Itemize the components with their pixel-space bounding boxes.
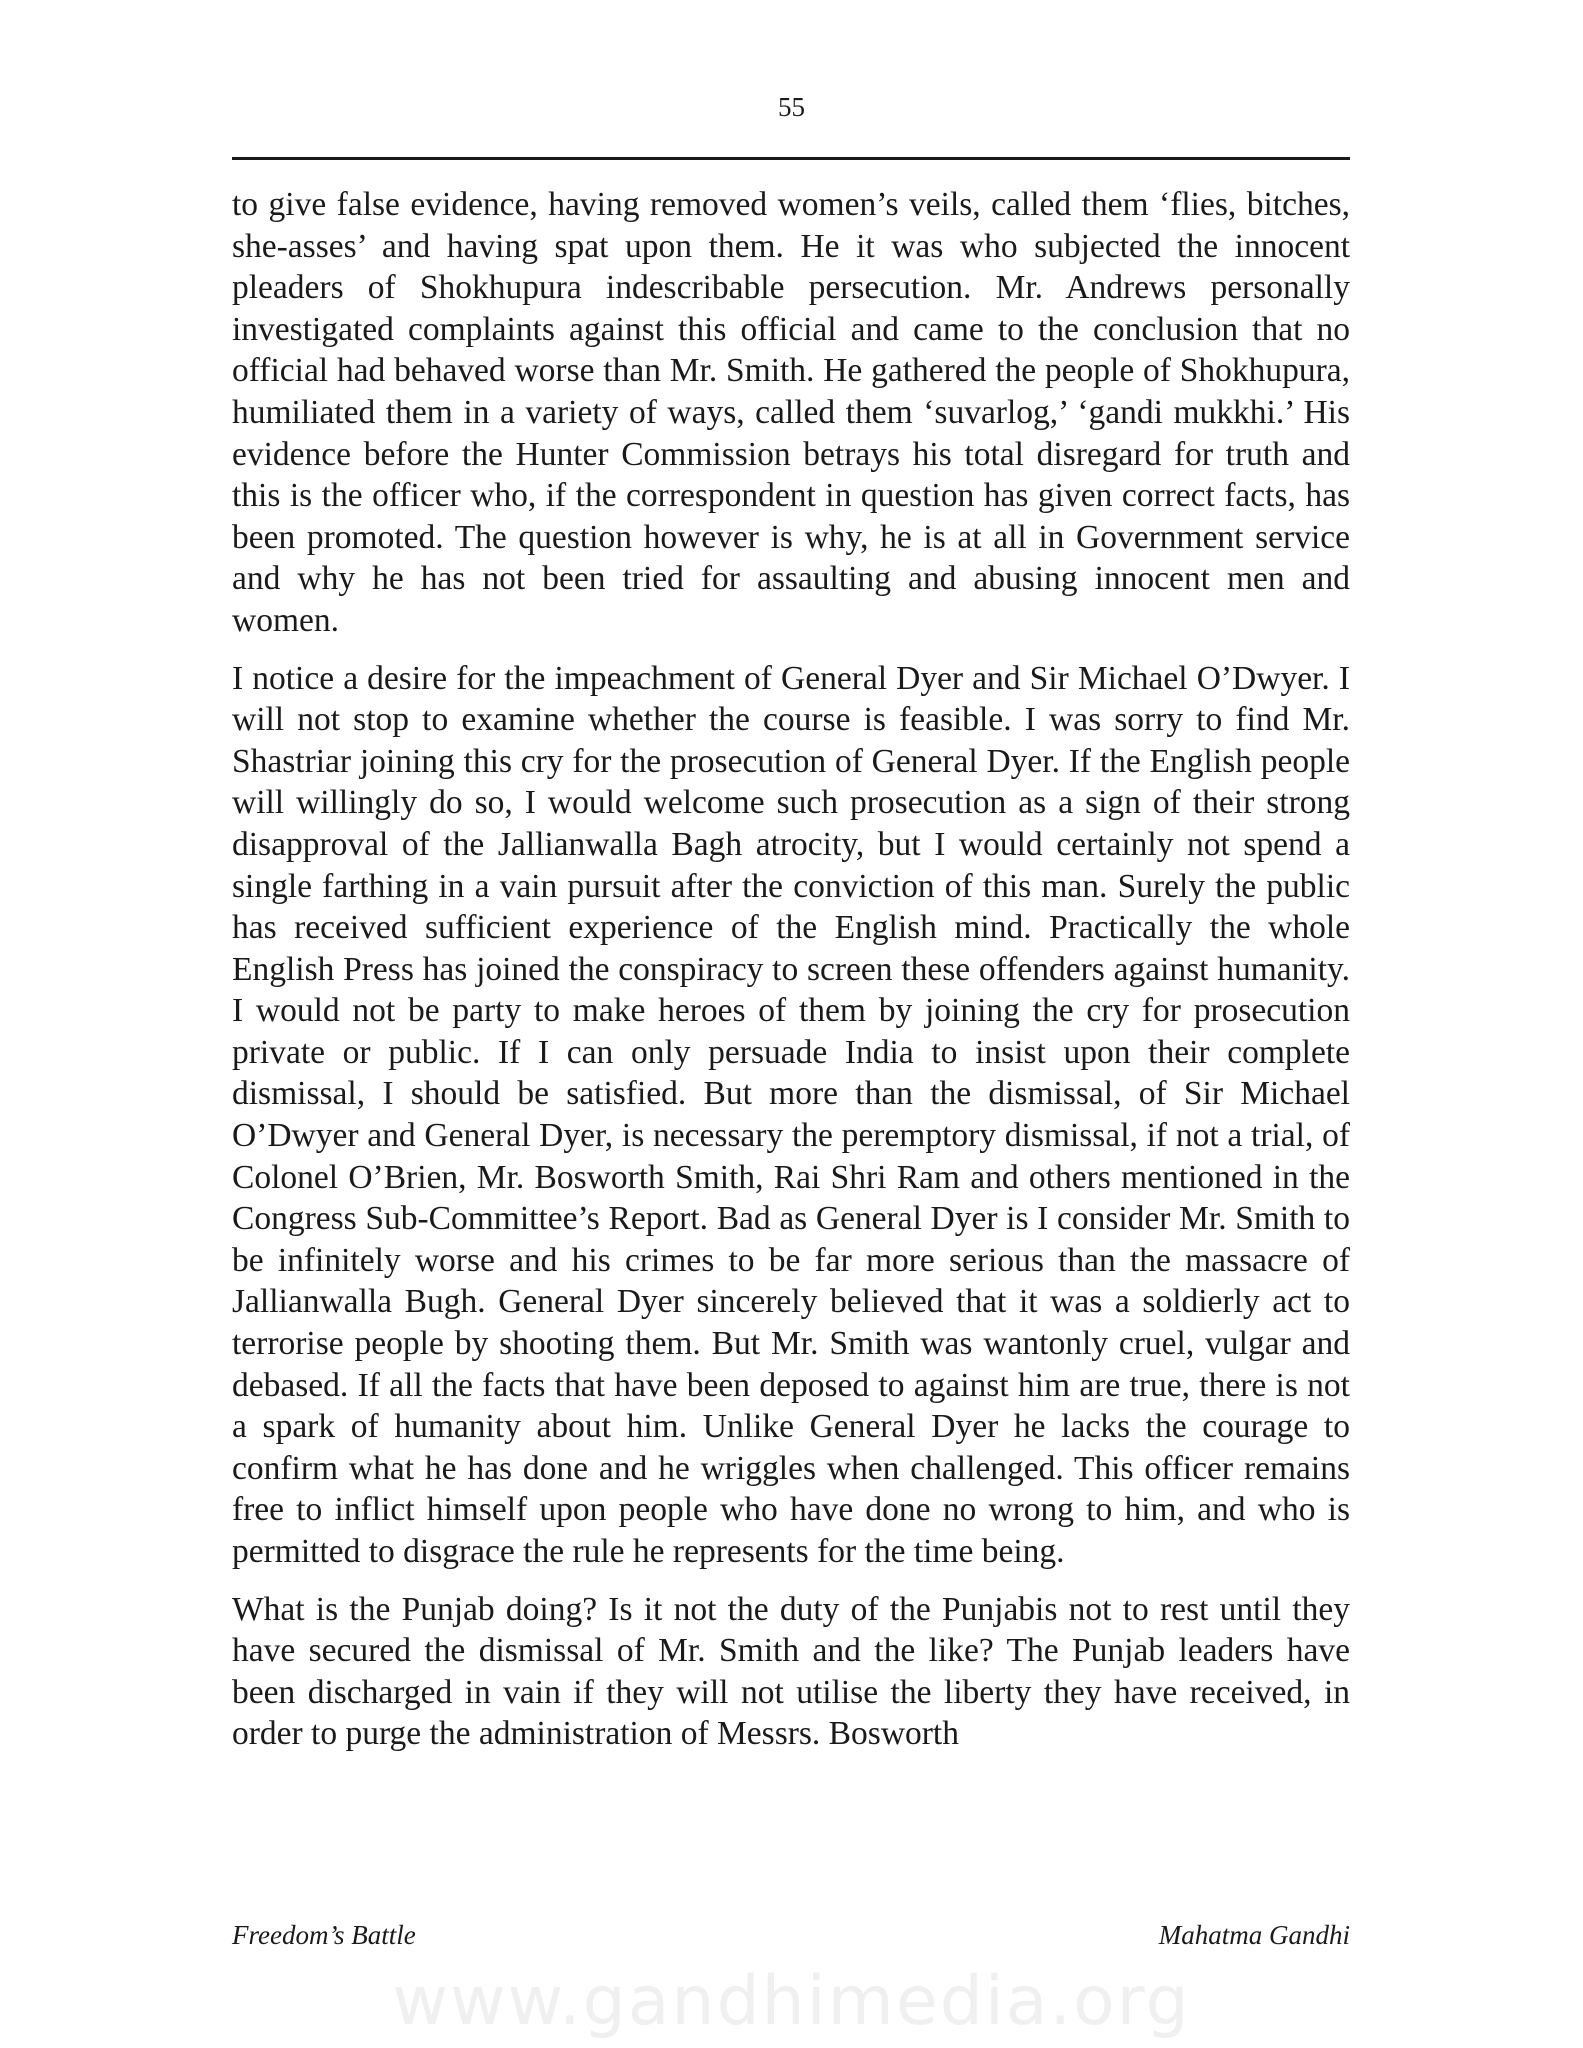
page-number: 55 bbox=[778, 92, 805, 122]
header-rule bbox=[232, 157, 1350, 160]
footer-book-title: Freedom’s Battle bbox=[232, 1920, 416, 1950]
watermark: www.gandhimedia.org bbox=[392, 1962, 1191, 2041]
paragraph-3: What is the Punjab doing? Is it not the duty of the Punjabis not to rest until they have secured the dismissal of Mr. Smith and the like? The Punjab leaders have been discharged in vain if they will not utilise the liberty they have received, in order to purge the administration of Messrs. Bosworth bbox=[232, 1590, 1350, 1753]
body-text bbox=[232, 184, 1350, 1771]
paragraph-1: to give false evidence, having removed women’s veils, called them ‘flies, bitches, she-asses’ and having spat upon them. He it was who subjected the innocent pleaders of Shokhupura indescribable persecution. Mr. Andrews personally investigated complaints against this official and came to the conclusion that no official had behaved worse than Mr. Smith. He gathered the people of Shokhupura, humiliated them in a variety of ways, called them ‘suvarlog,’ ‘gandi mukkhi.’ His evidence before the Hunter Commission betrays his total disregard for truth and this is the officer who, if the correspondent in question has given correct facts, has been promoted. The question however is why, he is at all in Government service and why he has not been tried for assaulting and abusing innocent men and women. bbox=[232, 186, 1350, 639]
footer-author: Mahatma Gandhi bbox=[1158, 1920, 1350, 1950]
paragraph-2: I notice a desire for the impeachment of General Dyer and Sir Michael O’Dwyer. I will not stop to examine whether the course is feasible. I was sorry to find Mr. Shastriar joining this cry for the prosecution of General Dyer. If the English people will willingly do so, I would welcome such prosecution as a sign of their strong disapproval of the Jallianwalla Bagh atrocity, but I would certainly not spend a single farthing in a vain pursuit after the conviction of this man. Surely the public has received sufficient experience of the English mind. Practically the whole English Press has joined the conspiracy to screen these offenders against humanity. I would not be party to make heroes of them by joining the cry for prosecution private or public. If I can only persuade India to insist upon their complete dismissal, I should be satisfied. But more than the dismissal, of Sir Michael O’Dwyer and General Dyer, is necessary the peremptory dismissal, if not a trial, of Colonel O’Brien, Mr. Bosworth Smith, Rai Shri Ram and others mentioned in the Congress Sub-Committee’s Report. Bad as General Dyer is I consider Mr. Smith to be infinitely worse and his crimes to be far more serious than the massacre of Jallianwalla Bugh. General Dyer sincerely believed that it was a soldierly act to terrorise people by shooting them. But Mr. Smith was wantonly cruel, vulgar and debased. If all the facts that have been deposed to against him are true, there is not a spark of humanity about him. Unlike General Dyer he lacks the courage to confirm what he has done and he wriggles when challenged. This officer remains free to inflict himself upon people who have done no wrong to him, and who is permitted to disgrace the rule he represents for the time being. bbox=[232, 659, 1350, 1570]
